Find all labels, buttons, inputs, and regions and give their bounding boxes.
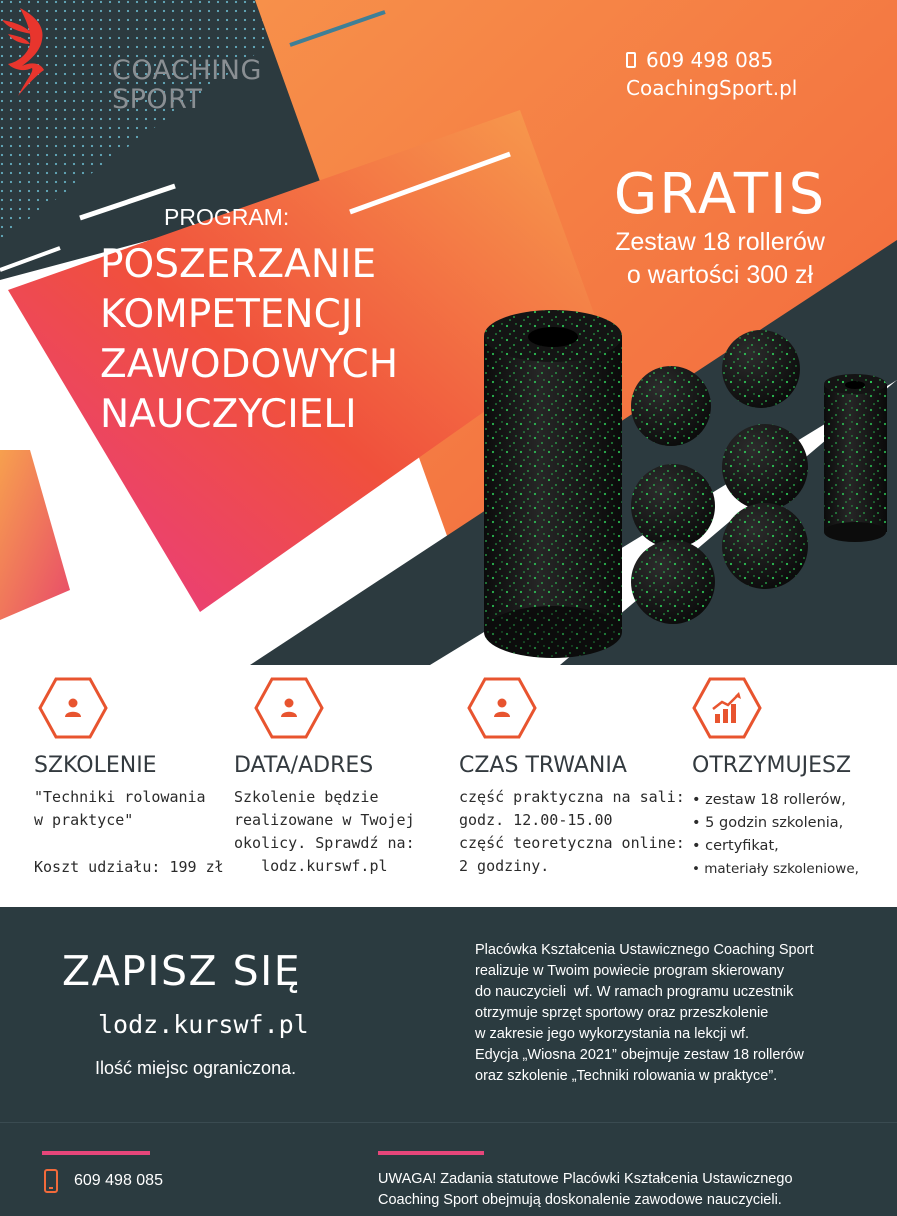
signup-limit-note: Ilość miejsc ograniczona. [95,1058,297,1078]
footer-note [378,1169,878,1211]
description-line: otrzymuje sprzęt sportowy oraz przeszkolenie [475,1005,769,1021]
program-title [100,240,398,440]
feature-line: część praktyczna na sali: [459,788,685,806]
gratis-line1: Zestaw 18 rollerów [615,228,825,256]
course-price: Koszt udziału: 199 zł [34,858,224,876]
header-contact [626,46,797,102]
program-label: PROGRAM: [164,204,290,230]
gratis-line2: o wartości 300 zł [626,261,814,289]
feature-line: realizowane w Twojej [234,811,415,829]
brand-name-line1: COACHING [112,55,262,86]
footer-accent-bar [378,1151,484,1155]
description-line: realizuje w Twoim powiecie program skierowany [475,963,785,979]
header-website-link[interactable]: CoachingSport.pl [626,76,798,100]
person-icon [254,677,324,739]
person-icon [38,677,108,739]
feature-body [459,786,685,878]
program-title-line: NAUCZYCIELI [100,392,357,437]
footer-note-line: UWAGA! Zadania statutowe Placówki Kształcenia Ustawicznego [378,1171,793,1187]
feature-line: • zestaw 18 rollerów, [692,792,846,808]
feature-line: Szkolenie będzie [234,788,379,806]
header-phone[interactable] [626,46,797,74]
footer-accent-bar [42,1151,150,1155]
feature-title: OTRZYMUJESZ [692,753,852,778]
signup-title: ZAPISZ SIĘ [62,947,302,995]
features-section [0,665,897,907]
feature-line: "Techniki rolowania [34,788,206,806]
program-title-line: KOMPETENCJI [100,292,364,337]
gratis-offer [560,164,880,292]
feature-body [234,786,415,878]
feature-line: 2 godziny. [459,857,550,875]
footer-phone-number: 609 498 085 [74,1172,163,1189]
phone-icon [44,1169,58,1193]
description-line: oraz szkolenie „Techniki rolowania w praktyce”. [475,1068,778,1084]
feature-line: • certyfikat, [692,838,779,854]
feature-czas-trwania [467,677,537,743]
description-line: Placówka Kształcenia Ustawicznego Coaching Sport [475,942,814,958]
feature-line: • materiały szkoleniowe, [692,861,859,877]
signup-description [475,940,875,1087]
description-line: w zakresie jego wykorzystania na lekcji wf. [475,1026,749,1042]
description-line: do nauczycieli wf. W ramach programu uczestnik [475,984,794,1000]
program-title-line: POSZERZANIE [100,242,377,287]
person-icon [467,677,537,739]
program-title-line: ZAWODOWYCH [100,342,399,387]
foam-roller-small [824,374,887,542]
feature-body [34,786,206,832]
phone-icon [626,52,636,68]
description-line: Edycja „Wiosna 2021” obejmuje zestaw 18 rollerów [475,1047,804,1063]
feature-title: CZAS TRWANIA [459,753,627,778]
feature-szkolenie [38,677,108,743]
feature-otrzymujesz [692,677,762,743]
signup-section [0,907,897,1122]
feature-data-adres [254,677,324,743]
feature-line: • 5 godzin szkolenia, [692,815,844,831]
header-phone-number: 609 498 085 [646,48,774,72]
signup-url-link[interactable]: lodz.kurswf.pl [98,1010,309,1039]
feature-title: SZKOLENIE [34,753,157,778]
feature-title: DATA/ADRES [234,753,374,778]
brand-name-line2: SPORT [112,84,203,115]
footer [0,1122,897,1216]
gratis-title: GRATIS [613,162,827,227]
chart-icon [692,677,762,739]
footer-note-line: Coaching Sport obejmują doskonalenie zawodowe nauczycieli. [378,1192,782,1208]
feature-line: godz. 12.00-15.00 [459,811,613,829]
foam-roller-large [484,310,622,658]
feature-url[interactable]: lodz.kurswf.pl [234,857,388,875]
footer-phone[interactable] [44,1169,163,1193]
feature-body [692,789,859,881]
feature-line: w praktyce" [34,811,134,829]
feature-line: okolicy. Sprawdź na: [234,834,415,852]
feature-line: część teoretyczna online: [459,834,685,852]
brand-name [112,56,262,114]
